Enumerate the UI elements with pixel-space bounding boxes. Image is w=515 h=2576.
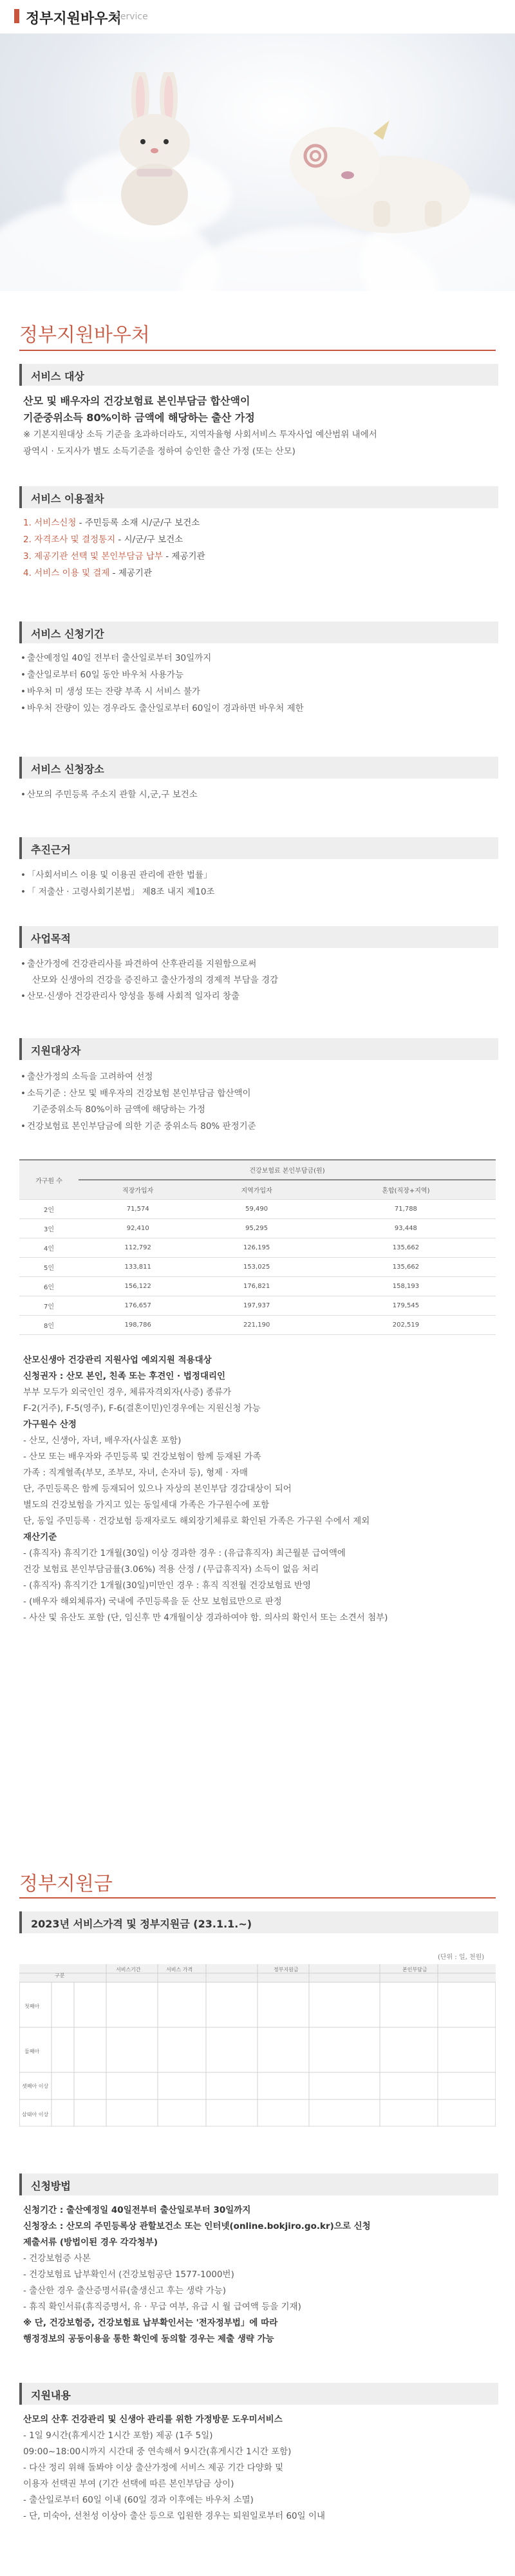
target-line-2: 기준중위소득 80%이하 금액에 해당하는 출산 가정 — [23, 412, 255, 424]
goal-item: • 출산가정에 건강관리사를 파견하여 산후관리를 지원함으로써 — [27, 956, 256, 972]
subheading-target: 서비스 대상 — [19, 364, 498, 386]
eligibility-item: • 소득기준 : 산모 및 배우자의 건강보험 본인부담금 합산액이 — [27, 1086, 251, 1101]
support-notes: 산모의 산후 건강관리 및 신생아 관리를 위한 가정방문 도우미서비스 - 1일 9시간(휴게시간 1시간 포함) 제공 (1주 5일) 09:00~18:00시까지 시간대 중 연속해서 9시간(휴게시간 1시간 포함) - 다산 정리 위해 돌봐야 이상 출산가정에 서비스 제공 기간 다양화 및 이용자 선택권 부여 (기간 선택에 따른 본인부담금 상이) - 출산일로부터 60일 이내 (60일 경과 이후에는 바우처 소멸) - 단, 미숙아, 선천성 이상아 출산 등으로 입원한 경우는 퇴원일로부터 60일 이내 — [23, 2414, 326, 2521]
subheading-support: 지원내용 — [19, 2383, 498, 2405]
section-divider — [19, 350, 496, 351]
lamb-toy — [277, 104, 489, 246]
exception-notes: 산모신생아 건강관리 지원사업 예외지원 적용대상 신청권자 : 산모 본인, 친족 또는 후견인 · 법정대리인 부부 모두가 외국인인 경우, 체류자격외자(사증) 종류가 F-2(거주), F-5(영주), F-6(결혼이민)인경우에는 지원신청 가능 가구원수 산정 - 산모, 신생아, 자녀, 배우자(사실혼 포함) - 산모 또는 배우자와 주민등록 및 건강보험이 함께 등재된 가족 가족 : 직계혈족(부모, 조부모, 자녀, 손자녀 등), 형제 · 자매 단, 주민등록은 함께 등재되어 있으나 자상의 본인부담 경감대상이 되어 별도의 건강보험을 가지고 있는 동일세대 가족은 가구원수에 포함 단, 동일 주민등록 · 건강보험 등재자로도 해외장기체류로 확인된 가족은 가구원 수에서 제외 재산기준 - (휴직자) 휴직기간 1개월(30일) 이상 경과한 경우 : (유급휴직자) 최근월분 급여액에 건강 보험료 본인부담금률(3.06%) 적용 산정 / (무급휴직자) 소득이 없음 처리 - (휴직자) 휴직기간 1개월(30일)미만인 경우 : 휴직 직전월 건강보험료 반영 - (배우자 해외체류자) 국내에 주민등록을 둔 산모 보험료만으로 판정 - 사산 및 유산도 포함 (단, 임신후 만 4개월이상 경과하여야 함. 의사의 확인서 또는 소견서 첨부) — [23, 1355, 388, 1623]
law-item: • 「 저출산 · 고령사회기본법」 제8조 내지 제10조 — [27, 884, 214, 900]
hero-image — [0, 33, 515, 291]
bunny-toy — [97, 72, 212, 227]
table-header: 가구원 수 — [19, 1160, 79, 1200]
procedure-step-3: 3. 제공기관 선택 및 본인부담금 납부 - 제공기관 — [23, 551, 205, 562]
table-row: 7인 176,657 197,937 179,545 — [19, 1296, 496, 1316]
target-note-1: ※ 기본지원대상 소득 기준을 초과하더라도, 지역자율형 사회서비스 투자사업 예산범위 내에서 — [23, 430, 377, 440]
table-row: 2인 71,574 59,490 71,788 — [19, 1200, 496, 1219]
subheading-price: 2023년 서비스가격 및 정부지원금 (23.1.1.~) — [19, 1911, 498, 1933]
page-title: 정부지원바우처 — [26, 11, 122, 27]
subheading-goal: 사업목적 — [19, 926, 498, 948]
table-row: 3인 92,410 95,295 93,448 — [19, 1219, 496, 1238]
procedure-step-4: 4. 서비스 이용 및 결제 - 제공기관 — [23, 568, 152, 578]
table-header: 서비스기간 — [116, 1967, 141, 1973]
group-label: 둘째아 — [24, 2049, 40, 2054]
goal-item: • 산모·신생아 건강관리사 양성을 통해 사회적 일자리 창출 — [27, 989, 239, 1004]
table-header: 서비스 가격 — [166, 1967, 193, 1973]
eligibility-item: • 출산가정의 소득을 고려하여 선정 — [27, 1069, 153, 1084]
subheading-period: 서비스 신청기간 — [19, 621, 498, 643]
apply-notes: 신청기간 : 출산예정일 40일전부터 출산일로부터 30일까지 신청장소 : 산모의 주민등록상 관할보건소 또는 인터넷(online.bokjiro.go.kr)으로 신청 제출서류 (방법이된 경우 각각청부) - 건강보험증 사본 - 건강보험료 납부확인서 (건강보험공단 1577-1000번) - 출산한 경우 출산증명서류(출생신고 후는 생략 가능) - 휴직 확인서류(휴직증명서, 유 · 무급 여부, 유급 시 월 급여액 등을 기재) ※ 단, 건강보험증, 건강보험료 납부확인서는 '전자정부법」에 따라 행정정보의 공동이용을 통한 확인에 동의할 경우는 제출 생략 가능 — [23, 2205, 371, 2344]
subheading-law: 추진근거 — [19, 837, 498, 859]
section-title-voucher: 정부지원바우처 — [19, 324, 150, 346]
page-header — [0, 0, 515, 26]
income-criteria-table — [19, 1159, 496, 1335]
table-header: 본인부담금 — [402, 1967, 427, 1973]
period-item: • 바우처 잔량이 있는 경우라도 출산일로부터 60일이 경과하면 바우처 제한 — [27, 701, 304, 716]
subsidy-price-table — [19, 1964, 496, 2126]
target-note-2: 광역시 · 도지사가 별도 소득기준을 정하여 승인한 출산 가정 (또는 산모) — [23, 446, 295, 457]
period-item: • 출산일로부터 60일 동안 바우처 사용가능 — [27, 667, 183, 683]
eligibility-item: • 건강보험료 본인부담금에 의한 기준 중위소득 80% 판정기준 — [27, 1119, 256, 1134]
procedure-step-1: 1. 서비스신청 - 주민등록 소재 시/군/구 보건소 — [23, 518, 200, 528]
table-unit: (단위 : 일, 천원) — [438, 1954, 485, 1961]
target-line-1: 산모 및 배우자의 건강보험료 본인부담금 합산액이 — [23, 395, 250, 407]
goal-item-continued: 산모와 신생아의 건강을 증진하고 출산가정의 경제적 부담을 경감 — [32, 975, 279, 985]
subheading-apply: 신청방법 — [19, 2174, 498, 2195]
eligibility-item-continued: 기준중위소득 80%이하 금액에 해당하는 가정 — [32, 1104, 205, 1115]
table-header: 직장가입자 — [79, 1180, 197, 1200]
table-header: 정부지원금 — [274, 1967, 299, 1973]
section-divider — [19, 1897, 496, 1899]
group-label: 셋째아 이상 — [22, 2083, 49, 2089]
table-header: 구분 — [55, 1973, 65, 1978]
subheading-procedure: 서비스 이용절차 — [19, 486, 498, 508]
subheading-eligibility: 지원대상자 — [19, 1038, 498, 1060]
section-title-subsidy: 정부지원금 — [19, 1873, 113, 1895]
table-row: 4인 112,792 126,195 135,662 — [19, 1238, 496, 1258]
table-row: 6인 156,122 176,821 158,193 — [19, 1277, 496, 1296]
place-item: • 산모의 주민등록 주소지 관할 시,군,구 보건소 — [27, 787, 198, 802]
table-header: 건강보험료 본인부담금(원) — [79, 1160, 496, 1180]
group-label: 삼태아 이상 — [22, 2112, 49, 2117]
subheading-place: 서비스 신청장소 — [19, 757, 498, 779]
table-header: 혼합(직장+지역) — [316, 1180, 496, 1200]
procedure-step-2: 2. 자격조사 및 결정통지 - 시/군/구 보건소 — [23, 535, 183, 545]
page-subtitle: Service — [115, 12, 148, 22]
group-label: 첫째아 — [24, 2003, 40, 2009]
period-item: • 출산예정일 40일 전부터 출산일로부터 30일까지 — [27, 650, 211, 666]
period-item: • 바우처 미 생성 또는 잔량 부족 시 서비스 불가 — [27, 684, 200, 699]
law-item: • 「사회서비스 이용 및 이용권 관리에 관한 법률」 — [27, 867, 212, 883]
title-accent — [14, 9, 19, 23]
table-row: 8인 198,786 221,190 202,519 — [19, 1316, 496, 1335]
table-row: 5인 133,811 153,025 135,662 — [19, 1258, 496, 1277]
table-header: 지역가입자 — [197, 1180, 315, 1200]
